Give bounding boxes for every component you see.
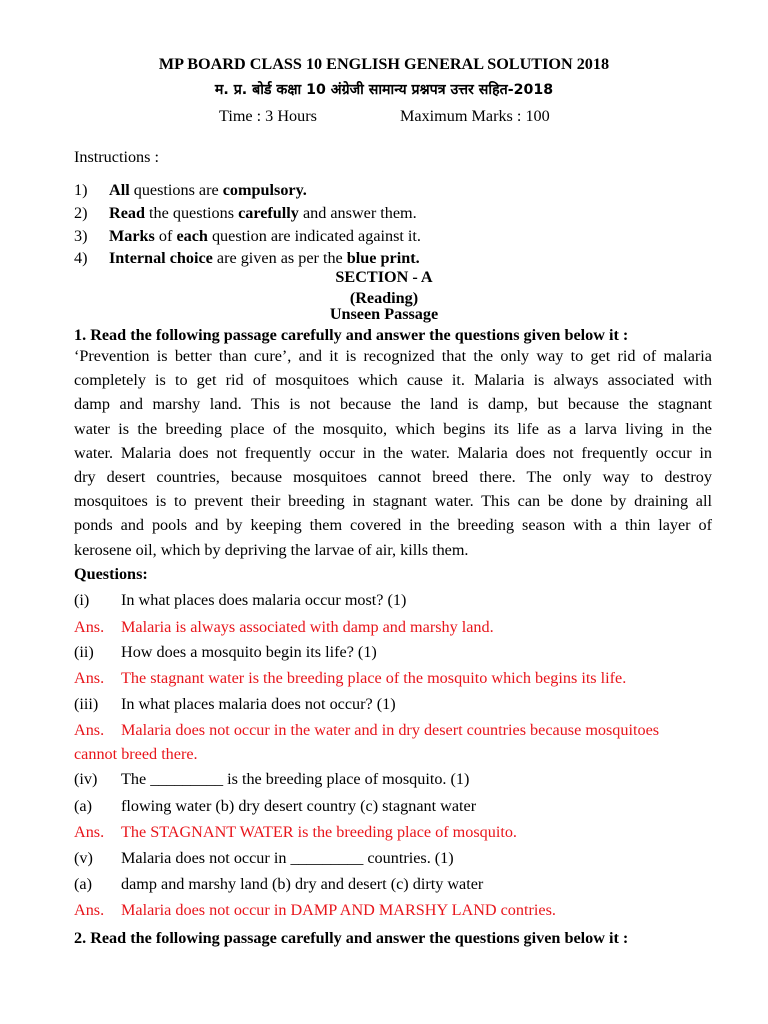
passage-line: kerosene oil, which by depriving the larvae of air, kills them. — [74, 540, 469, 559]
instruction-text: carefully — [238, 204, 299, 222]
marks-label: Maximum Marks : 100 — [400, 107, 550, 125]
section-subtitle: (Reading) — [349, 289, 419, 307]
passage-line: ponds and pools and by keeping them covered in the breeding season with a thin layer of — [74, 516, 712, 535]
question-label: (i) — [74, 591, 90, 609]
passage-line: water. Malaria does not frequently occur in the water. Malaria does not frequently occur in — [74, 443, 712, 462]
question-text: In what places malaria does not occur? (1) — [121, 695, 396, 713]
answer-label: Ans. — [74, 823, 105, 841]
page-title: MP BOARD CLASS 10 ENGLISH GENERAL SOLUTION 2018 — [158, 55, 610, 73]
question-text: Malaria does not occur in _________ countries. (1) — [121, 849, 454, 867]
passage-line: completely is to get rid of mosquitoes which cause it. Malaria is always associated with — [74, 371, 712, 390]
answer-label: Ans. — [74, 721, 105, 739]
instruction-text: compulsory. — [222, 181, 307, 199]
instruction-item — [109, 248, 420, 268]
answer-label: Ans. — [74, 669, 105, 687]
instruction-number: 1) — [74, 181, 88, 199]
question-text: flowing water (b) dry desert country (c) stagnant water — [121, 797, 477, 815]
answer-text: The STAGNANT WATER is the breeding place of mosquito. — [121, 823, 517, 841]
answer-text: The stagnant water is the breeding place of the mosquito which begins its life. — [121, 669, 627, 687]
passage-line: mosquitoes is to prevent their breeding in stagnant water. This can be done by draining all — [74, 492, 712, 511]
questions-heading: Questions: — [74, 565, 148, 583]
instruction-text: All — [109, 181, 130, 199]
question-label: (iv) — [74, 770, 98, 788]
instruction-number: 4) — [74, 249, 88, 267]
section-title: SECTION - A — [335, 268, 433, 286]
instruction-number: 2) — [74, 204, 88, 222]
question-2-prompt: 2. Read the following passage carefully and answer the questions given below it : — [74, 929, 629, 947]
instruction-text: Marks — [109, 227, 155, 245]
instruction-number: 3) — [74, 227, 88, 245]
instruction-item — [109, 226, 421, 246]
question-label: (ii) — [74, 643, 94, 661]
question-1-prompt: 1. Read the following passage carefully and answer the questions given below it : — [74, 326, 629, 344]
instruction-text: and answer them. — [298, 204, 417, 222]
answer-label: Ans. — [74, 901, 105, 919]
question-text: The _________ is the breeding place of mosquito. (1) — [121, 770, 470, 788]
answer-label: Ans. — [74, 618, 105, 636]
instruction-text: question are indicated against it. — [207, 227, 421, 245]
question-label: (v) — [74, 849, 93, 867]
instruction-text: Internal choice — [109, 249, 213, 267]
passage-line: damp and marshy land. This is not because the land is damp, but because the stagnant — [74, 395, 712, 414]
question-text: How does a mosquito begin its life? (1) — [121, 643, 377, 661]
section-subheading: Unseen Passage — [329, 305, 439, 323]
instruction-text: questions are — [129, 181, 223, 199]
instructions-heading: Instructions : — [74, 148, 159, 166]
instruction-text: Read — [109, 204, 145, 222]
passage-line: dry desert countries, because mosquitoes cannot breed there. The only way to destroy — [74, 468, 712, 486]
instruction-text: the questions — [144, 204, 239, 222]
answer-text: Malaria does not occur in the water and in dry desert countries because mosquitoes — [121, 721, 660, 739]
question-label: (a) — [74, 797, 92, 815]
passage-line: water is the breeding place of the mosquito, which begins its life as a larva living in the — [74, 419, 712, 438]
instruction-text: each — [176, 227, 208, 245]
instruction-text: are given as per the — [212, 249, 347, 267]
instruction-item — [109, 180, 307, 200]
passage-line: ‘Prevention is better than cure’, and it is recognized that the only way to get rid of malaria — [74, 347, 712, 365]
question-text: In what places does malaria occur most? (1) — [121, 591, 407, 609]
answer-text: Malaria does not occur in DAMP AND MARSHY LAND contries. — [121, 901, 556, 919]
answer-text-continued: cannot breed there. — [74, 745, 198, 763]
instruction-item — [109, 203, 417, 223]
question-label: (a) — [74, 875, 92, 893]
instruction-text: blue print. — [346, 249, 420, 267]
answer-text: Malaria is always associated with damp and marshy land. — [121, 618, 494, 636]
question-label: (iii) — [74, 695, 99, 713]
question-text: damp and marshy land (b) dry and desert (c) dirty water — [121, 875, 484, 893]
time-label: Time : 3 Hours — [219, 107, 317, 125]
hindi-title: म. प्र. बोर्ड कक्षा 10 अंग्रेजी सामान्य प्रश्नपत्र उत्तर सहित-2018 — [214, 82, 554, 98]
instruction-text: of — [154, 227, 177, 245]
